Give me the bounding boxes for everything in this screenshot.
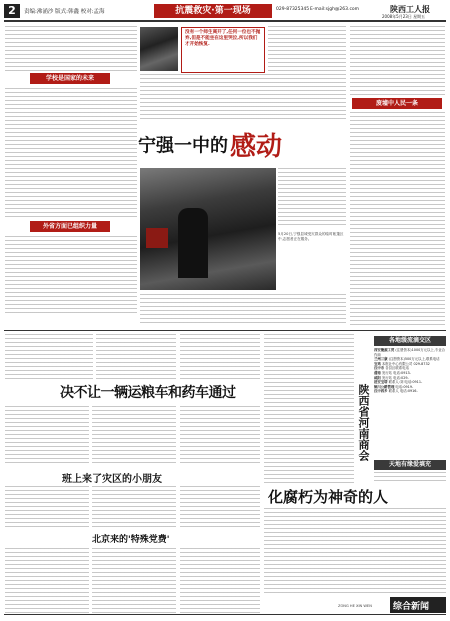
page-number: 2	[4, 4, 20, 18]
ad-row	[374, 389, 446, 394]
lower-left-text-12	[180, 548, 260, 614]
lower-left-text-11	[92, 548, 176, 614]
ad-text: 电话:0919-	[395, 384, 414, 389]
lower-left-subhead: 班上来了灾区的小朋友	[62, 474, 162, 485]
lower-mid-title: 化腐朽为神奇的人	[268, 488, 389, 506]
ads-title-2: 天地有缘爱填充	[374, 460, 446, 470]
feature-title	[138, 126, 348, 166]
top-left-text-2	[5, 88, 137, 218]
ad-text: 各县区联系电话	[385, 366, 409, 371]
ad-row	[374, 348, 446, 357]
ads-list	[374, 348, 446, 458]
lower-left-text-10	[5, 548, 89, 614]
lower-left-subhead-2: 北京来的'特殊党费'	[92, 535, 170, 545]
right-box	[350, 26, 445, 96]
paper-date: 2008年5月23日 星期五	[382, 14, 426, 19]
paper-name: 陕西工人报	[390, 4, 430, 14]
ad-name: 宝鸡	[374, 361, 381, 366]
middle-vertical-headline: 陕西省河南商会	[357, 384, 370, 461]
top-mid-text	[268, 26, 346, 122]
header-email: E-mail:sjgh@263.com	[310, 7, 360, 12]
ad-name: 西安聚源工贸	[374, 348, 395, 352]
header-rule	[4, 20, 446, 22]
feature-photo	[140, 168, 276, 290]
lower-left-text-9	[180, 486, 260, 528]
lower-left-text-2	[96, 334, 176, 382]
ads-title: 各地缓流滴交区	[374, 336, 446, 346]
feature-photo-caption: 5月20日,宁强县城受灾群众的临时帐篷区中,志愿者正在服务。	[278, 232, 344, 241]
footer-section	[390, 597, 446, 613]
lower-left-text-3	[180, 334, 260, 382]
top-photo	[140, 27, 178, 71]
ad-name: 汉中西乡	[374, 389, 388, 394]
top-left-subhead-2: 外省方面已组织力量	[30, 221, 110, 232]
ad-name: 铜川公路管理	[374, 384, 395, 389]
middle-vertical-text	[264, 334, 354, 484]
ad-text: 联系人 电话:0916-	[388, 389, 418, 394]
ad-text: (注册资本)500万元以上,联系电话	[388, 357, 440, 362]
ad-name: 延安宝塔	[374, 380, 388, 385]
top-center-text	[140, 74, 268, 122]
ad-name: 咸阳	[374, 375, 381, 380]
ad-text: 本报社中心有限公司 029-8732	[381, 361, 430, 366]
feature-text-right	[278, 168, 346, 228]
right-box-text	[350, 26, 445, 96]
header	[4, 4, 446, 26]
middle-text-1	[140, 294, 346, 324]
lower-left-text-7	[5, 486, 89, 528]
lower-left-text-6	[180, 406, 260, 466]
footer-small: ZONG HE XIN WEN	[338, 604, 372, 608]
ad-text: 发行站 电话:029-	[381, 375, 409, 380]
right-box-title: 废墟中人民一条	[352, 98, 442, 109]
ad-name: 汉中市	[374, 366, 385, 371]
photo-figure	[178, 208, 208, 278]
feature-title-main: 宁强一中的	[138, 135, 228, 157]
ad-text: 联系人:刘 电话:0911-	[388, 380, 423, 385]
photo-sign	[146, 228, 168, 248]
ad-text: 发行站 电话:0913-	[381, 370, 411, 375]
mid-rule	[4, 330, 446, 331]
lower-left-text-4	[5, 406, 89, 466]
footer-label: 综合新闻	[393, 602, 430, 612]
ads-box2-text	[374, 472, 446, 484]
ad-name: 兰州三康	[374, 357, 388, 362]
feature-title-accent: 感动	[230, 132, 283, 162]
top-left-subhead: 学校是国家的未来	[30, 73, 110, 84]
lower-mid-text	[264, 508, 446, 596]
header-phone: 029-87325345	[276, 7, 310, 12]
lower-left-text-8	[92, 486, 176, 528]
ad-text: (注册资本)1000万元以上,专业合作商	[374, 348, 446, 357]
top-left-text-3	[5, 236, 137, 316]
top-quote: 没有一个师生离开了,任何一位也不抛弃,但是不能坐在这里哭泣,所以我们才开始恢复.	[185, 30, 261, 47]
header-meta: 责编:沸涌沙 版式:韩鑫 校对:孟海	[24, 9, 105, 15]
right-text-col	[350, 112, 445, 327]
top-quote-box	[181, 27, 265, 73]
ad-name: 渭南	[374, 370, 381, 375]
mid-banner-text: 决不让一辆运粮车和药车通过	[60, 385, 236, 401]
header-banner: 抗震救灾·第一现场	[154, 4, 272, 18]
mid-banner	[60, 382, 270, 404]
lower-left-text-5	[92, 406, 176, 466]
footer-rule	[4, 614, 446, 615]
top-left-text-1	[5, 26, 137, 71]
lower-left-text-1	[5, 334, 93, 382]
